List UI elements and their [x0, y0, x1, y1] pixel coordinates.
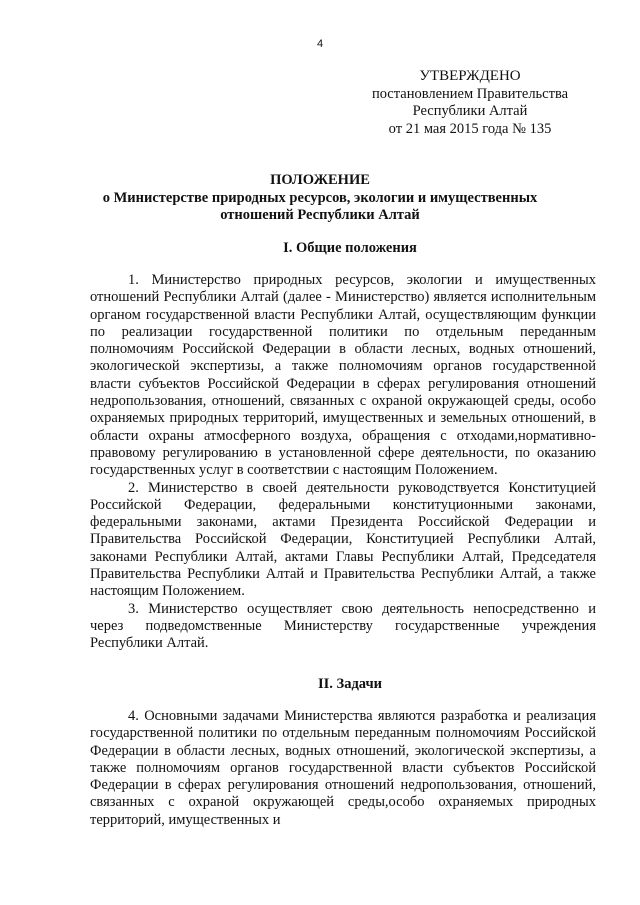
approval-line-resolution: постановлением Правительства	[371, 85, 569, 102]
approval-line-date: от 21 мая 2015 года № 135	[388, 120, 552, 137]
title-line-2: о Министерстве природных ресурсов, экологии и имущественных	[102, 189, 538, 206]
approval-stamp	[360, 68, 580, 138]
title-line-1: ПОЛОЖЕНИЕ	[270, 172, 370, 188]
document-title	[80, 172, 560, 225]
section-heading-general: I. Общие положения	[283, 240, 417, 256]
page-number: 4	[316, 38, 324, 50]
paragraph-2: 2. Министерство в своей деятельности руководствуется Конституцией Российской Федерации, федеральными конституционными законами, федеральными законами, актами Президента Российской Федерации и Правительства Российской Федерации, Конституцией Республики Алтай, законами Республики Алтай, актами Главы Республики Алтай, Председателя Правительства Республики Алтай и Правительства Республики Алтай, а также настоящим Положением.	[90, 479, 596, 600]
paragraph-4: 4. Основными задачами Министерства являются разработка и реализация государственной политики по отдельным переданным полномочиям Российской Федерации в области лесных, водных отношений, экологической экспертизы, а также полномочиям органов государственной власти субъектов Российской Федерации в сферах регулирования отношений недропользования, отношений, связанных с охраной окружающей среды,особо охраняемых природных территорий, имущественных и	[90, 708, 596, 828]
section-heading-tasks: II. Задачи	[318, 676, 382, 692]
paragraph-3: 3. Министерство осуществляет свою деятельность непосредственно и через подведомственные Министерству государственные учреждения Республики Алтай.	[90, 600, 596, 652]
paragraph-1: 1. Министерство природных ресурсов, экологии и имущественных отношений Республики Алтай (далее - Министерство) является исполнительным органом государственной власти Республики Алтай, осуществляющим функции по реализации государственной политики по отдельным переданным полномочиям Российской Федерации в области лесных, водных отношений, экологической экспертизы, а также полномочиям органов государственной власти субъектов Российской Федерации в сферах регулирования отношений недропользования, отношений, связанных с охраной окружающей среды, особо охраняемых природных территорий, имущественных и земельных отношений, в области охраны атмосферного воздуха, обращения с отходами,нормативно-правовому регулированию в установленной сфере деятельности, по оказанию государственных услуг в соответствии с настоящим Положением.	[90, 272, 596, 479]
approval-line-republic: Республики Алтай	[412, 103, 528, 119]
section-body-general	[90, 272, 596, 653]
section-body-tasks	[90, 708, 596, 829]
title-line-3: отношений Республики Алтай	[220, 207, 420, 223]
approval-line-approved: УТВЕРЖДЕНО	[419, 68, 521, 84]
